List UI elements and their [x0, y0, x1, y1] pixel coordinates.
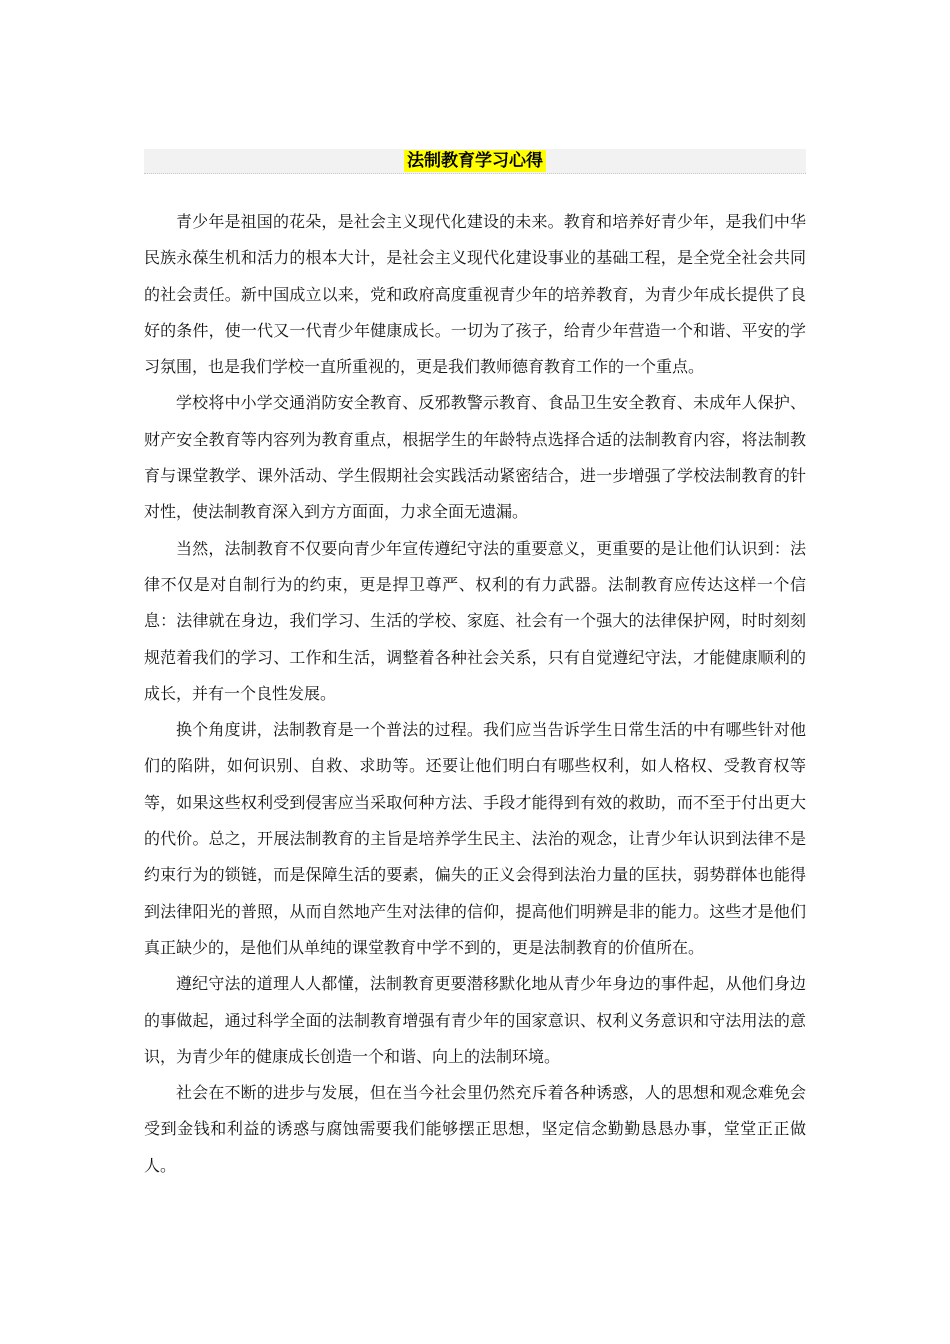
document-body	[144, 204, 806, 1184]
title-bar	[144, 149, 806, 174]
page-title: 法制教育学习心得	[404, 150, 546, 172]
paragraph-3: 当然，法制教育不仅要向青少年宣传遵纪守法的重要意义，更重要的是让他们认识到：法律不仅是对自制行为的约束，更是捍卫尊严、权利的有力武器。法制教育应传达这样一个信息：法律就在身边，我们学习、生活的学校、家庭、社会有一个强大的法律保护网，时时刻刻规范着我们的学习、工作和生活，调整着各种社会关系，只有自觉遵纪守法，才能健康顺利的成长，并有一个良性发展。	[144, 538, 806, 703]
paragraph-1: 青少年是祖国的花朵，是社会主义现代化建设的未来。教育和培养好青少年，是我们中华民族永葆生机和活力的根本大计，是社会主义现代化建设事业的基础工程，是全党全社会共同的社会责任。新中国成立以来，党和政府高度重视青少年的培养教育，为青少年成长提供了良好的条件，使一代又一代青少年健康成长。一切为了孩子，给青少年营造一个和谐、平安的学习氛围，也是我们学校一直所重视的，更是我们教师德育教育工作的一个重点。	[144, 212, 806, 377]
paragraph-2: 学校将中小学交通消防安全教育、反邪教警示教育、食品卫生安全教育、未成年人保护、财产安全教育等内容列为教育重点，根据学生的年龄特点选择合适的法制教育内容，将法制教育与课堂教学、课外活动、学生假期社会实践活动紧密结合，进一步增强了学校法制教育的针对性，使法制教育深入到方方面面，力求全面无遗漏。	[144, 393, 806, 522]
paragraph-6: 社会在不断的进步与发展，但在当今社会里仍然充斥着各种诱惑，人的思想和观念难免会受到金钱和利益的诱惑与腐蚀需要我们能够摆正思想，坚定信念勤勤恳恳办事，堂堂正正做人。	[144, 1083, 806, 1175]
paragraph-4: 换个角度讲，法制教育是一个普法的过程。我们应当告诉学生日常生活的中有哪些针对他们的陷阱，如何识别、自救、求助等。还要让他们明白有哪些权利，如人格权、受教育权等等，如果这些权利受到侵害应当采取何种方法、手段才能得到有效的救助，而不至于付出更大的代价。总之，开展法制教育的主旨是培养学生民主、法治的观念，让青少年认识到法律不是约束行为的锁链，而是保障生活的要素，偏失的正义会得到法治力量的匡扶，弱势群体也能得到法律阳光的普照，从而自然地产生对法律的信仰，提高他们明辨是非的能力。这些才是他们真正缺少的，是他们从单纯的课堂教育中学不到的，更是法制教育的价值所在。	[144, 720, 806, 957]
paragraph-5: 遵纪守法的道理人人都懂，法制教育更要潜移默化地从青少年身边的事件起，从他们身边的事做起，通过科学全面的法制教育增强有青少年的国家意识、权利义务意识和守法用法的意识，为青少年的健康成长创造一个和谐、向上的法制环境。	[144, 974, 806, 1066]
